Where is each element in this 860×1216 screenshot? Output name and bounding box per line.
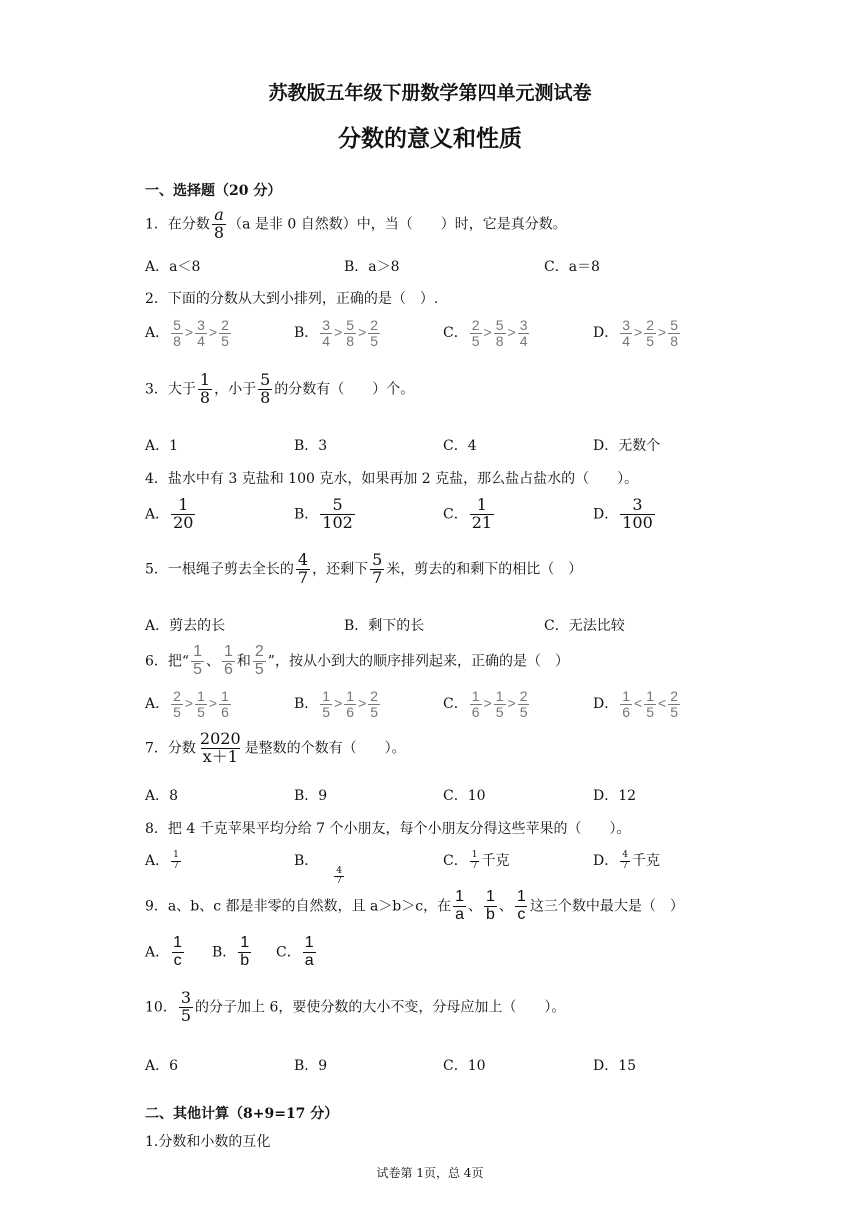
q3-option-c[interactable]: C．4 (443, 438, 477, 454)
section-2-heading: 二、其他计算（8+9=17 分） (145, 1106, 339, 1122)
q4-option-b[interactable]: B． $\frac{5}{102}$ (294, 495, 353, 532)
q3-option-b[interactable]: B．3 (294, 438, 328, 454)
q7-option-c[interactable]: C．10 (443, 788, 486, 804)
q1-option-a[interactable]: A．a＜8 (145, 259, 201, 275)
q3-option-d[interactable]: D．无数个 (593, 438, 661, 454)
q2-option-b[interactable]: B． $\frac{3}{4}$ > $\frac{5}{8}$ > $\frac{2}{5}$ (294, 317, 379, 349)
q5-option-b[interactable]: B．剩下的长 (344, 618, 425, 634)
q8-option-a[interactable]: A． $\frac{1}{7}$ (145, 850, 179, 871)
q8-option-c[interactable]: C． $\frac{1}{7}$ 千克 (443, 850, 510, 871)
q6-option-d[interactable]: D． $\frac{1}{6}$ < $\frac{1}{5}$ < $\frac{2}{5}$ (593, 688, 678, 720)
page-footer: 试卷第 1页，总 4页 (376, 1166, 484, 1180)
q6-option-c[interactable]: C． $\frac{1}{6}$ > $\frac{1}{5}$ > $\frac{2}{5}$ (443, 688, 528, 720)
q6-option-b[interactable]: B． $\frac{1}{5}$ > $\frac{1}{6}$ > $\frac{2}{5}$ (294, 688, 379, 720)
q10-option-c[interactable]: C．10 (443, 1058, 486, 1074)
q1-option-b[interactable]: B．a＞8 (344, 259, 400, 275)
fraction-a-over-8: $\frac{a}{8}$ (213, 205, 225, 242)
question-3: 3．大于 $\frac{1}{8}$ ，小于 $\frac{5}{8}$ 的分数有（ ）个。 (145, 370, 415, 407)
q8-option-b[interactable]: B． $\frac{4}{7}$ (294, 853, 343, 887)
q9-option-a[interactable]: A． $\frac{1}{c}$ (145, 934, 183, 969)
q4-option-c[interactable]: C． $\frac{1}{21}$ (443, 495, 493, 532)
q7-option-b[interactable]: B．9 (294, 788, 328, 804)
section-1-heading: 一、选择题（20 分） (145, 183, 282, 199)
q3-option-a[interactable]: A．1 (145, 438, 179, 454)
question-8: 8．把 4 千克苹果平均分给 7 个小朋友，每个小朋友分得这些苹果的（ ）。 (145, 821, 631, 837)
q2-option-d[interactable]: D． $\frac{3}{4}$ > $\frac{2}{5}$ > $\frac{5}{8}$ (593, 317, 678, 349)
q9-option-b[interactable]: B． $\frac{1}{b}$ (212, 934, 250, 969)
q7-option-a[interactable]: A．8 (145, 788, 179, 804)
question-10: 10． $\frac{3}{5}$ 的分子加上 6，要使分数的大小不变，分母应加上（ ）。 (145, 988, 566, 1025)
q7-option-d[interactable]: D．12 (593, 788, 637, 804)
question-7: 7．分数 $\frac{2020}{x+1}$ 是整数的个数有（ ）。 (145, 729, 406, 766)
question-9: 9．a、b、c 都是非零的自然数，且 a＞b＞c，在 $\frac{1}{a}$ 、 $\frac{1}{b}$ 、 $\frac{1}{c}$ 这三个数中最大是（ ） (145, 888, 684, 923)
question-4: 4．盐水中有 3 克盐和 100 克水，如果再加 2 克盐，那么盐占盐水的（ ）。 (145, 471, 639, 487)
q4-option-a[interactable]: A． $\frac{1}{20}$ (145, 495, 194, 532)
q2-option-a[interactable]: A． $\frac{5}{8}$ > $\frac{3}{4}$ > $\frac{2}{5}$ (145, 317, 229, 349)
q1-option-c[interactable]: C．a＝8 (544, 259, 600, 275)
question-5: 5．一根绳子剪去全长的 $\frac{4}{7}$ ，还剩下 $\frac{5}{7}$ 米，剪去的和剩下的相比（ ） (145, 550, 583, 587)
question-6: 6．把“ $\frac{1}{5}$ 、 $\frac{1}{6}$ 和 $\frac{2}{5}$ ”，按从小到大的顺序排列起来，正确的是（ ） (145, 643, 569, 678)
document-title: 苏教版五年级下册数学第四单元测试卷 (268, 82, 592, 104)
q6-option-a[interactable]: A． $\frac{2}{5}$ > $\frac{1}{5}$ > $\frac{1}{6}$ (145, 688, 229, 720)
q9-option-c[interactable]: C． $\frac{1}{a}$ (276, 934, 314, 969)
q5-option-c[interactable]: C．无法比较 (544, 618, 625, 634)
q2-option-c[interactable]: C． $\frac{2}{5}$ > $\frac{5}{8}$ > $\frac{3}{4}$ (443, 317, 528, 349)
q8-option-d[interactable]: D． $\frac{4}{7}$ 千克 (593, 850, 660, 871)
question-2: 2．下面的分数从大到小排列，正确的是（ ）. (145, 291, 439, 307)
q10-option-b[interactable]: B．9 (294, 1058, 328, 1074)
document-subtitle: 分数的意义和性质 (338, 125, 522, 152)
section-2-item-1: 1.分数和小数的互化 (145, 1134, 271, 1150)
question-1: 1．在分数 $\frac{a}{8}$ （a 是非 0 自然数）中，当（ ）时，它是真分数。 (145, 205, 567, 242)
q4-option-d[interactable]: D． $\frac{3}{100}$ (593, 495, 653, 532)
q5-option-a[interactable]: A．剪去的长 (145, 618, 226, 634)
q10-option-a[interactable]: A．6 (145, 1058, 179, 1074)
q10-option-d[interactable]: D．15 (593, 1058, 637, 1074)
